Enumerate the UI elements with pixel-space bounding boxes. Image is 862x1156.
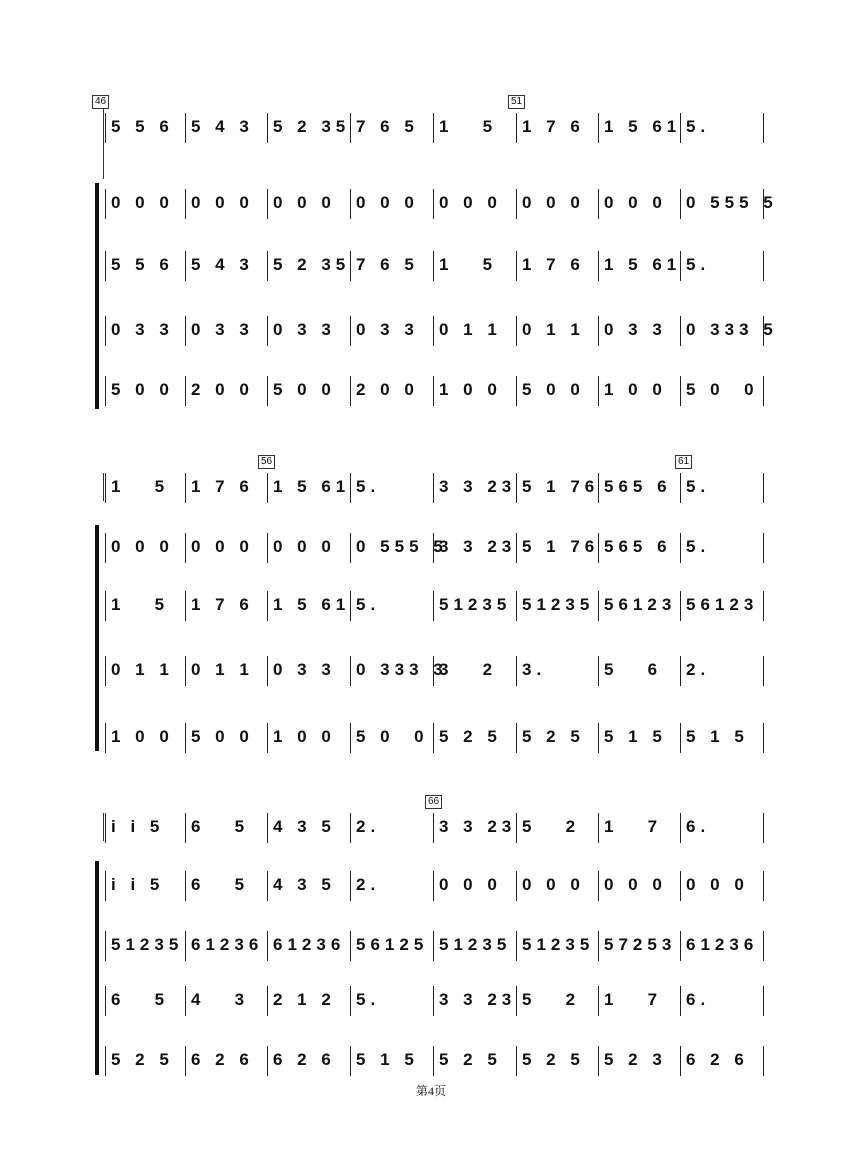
bar-line (763, 931, 764, 961)
bar-line (267, 251, 268, 281)
bar-line (105, 473, 106, 503)
bar-line (516, 251, 517, 281)
bar-line (267, 723, 268, 753)
bar-line (763, 251, 764, 281)
measure-notes: 5 2 5 (522, 727, 585, 746)
measure-notes: 0 0 0 (522, 875, 585, 894)
measure-notes: 1 7 (604, 817, 663, 836)
measure-notes: 0 0 0 (111, 193, 174, 212)
bar-line (105, 871, 106, 901)
measure-notes: 5 1 76 (522, 537, 600, 556)
measure-notes: 5. (356, 990, 381, 1009)
bar-line (598, 251, 599, 281)
measure-notes: 3 3 23 (439, 990, 517, 1009)
bar-line (105, 723, 106, 753)
measure-notes: 6 5 (191, 817, 250, 836)
measure-notes: i i 5 (111, 817, 165, 836)
bar-line (763, 656, 764, 686)
system-bracket (95, 525, 99, 751)
measure-notes: 5 4 3 (191, 255, 254, 274)
measure-notes: 1 5 (111, 595, 170, 614)
measure-notes: 0 555 5 (686, 193, 778, 212)
measure-notes: 51235 (111, 935, 184, 954)
bar-line (105, 251, 106, 281)
measure-notes: 0 0 0 (356, 193, 419, 212)
bar-line (185, 473, 186, 503)
bar-line (267, 473, 268, 503)
measure-notes: 5 4 3 (191, 117, 254, 136)
system-line (103, 109, 104, 179)
measure-notes: 0 333 5 (686, 320, 778, 339)
measure-notes: 0 1 1 (111, 660, 174, 679)
bar-line (433, 189, 434, 219)
measure-notes: 51235 (522, 935, 595, 954)
measure-notes: 7 6 5 (356, 255, 419, 274)
measure-notes: 1 5 (439, 255, 498, 274)
measure-notes: 5. (686, 477, 711, 496)
bar-line (185, 591, 186, 621)
bar-line (763, 1046, 764, 1076)
measure-notes: 57253 (604, 935, 677, 954)
bar-line (433, 986, 434, 1016)
bar-line (433, 316, 434, 346)
bar-line (680, 931, 681, 961)
measure-notes: 5 5 6 (111, 255, 174, 274)
bar-line (185, 189, 186, 219)
bar-line (516, 316, 517, 346)
measure-notes: 6 2 6 (273, 1050, 336, 1069)
bar-line (763, 473, 764, 503)
page-number: 第4页 (415, 1084, 446, 1098)
bar-line (598, 656, 599, 686)
measure-notes: 3 2 (439, 660, 498, 679)
bar-line (185, 871, 186, 901)
bar-line (763, 376, 764, 406)
bar-line (105, 316, 106, 346)
bar-line (185, 723, 186, 753)
measure-notes: 0 3 3 (273, 320, 336, 339)
bar-line (598, 113, 599, 143)
measure-notes: 0 3 3 (111, 320, 174, 339)
bar-line (350, 316, 351, 346)
measure-notes: 5 2 (522, 817, 581, 836)
measure-notes: 5 1 76 (522, 477, 600, 496)
bar-line (267, 533, 268, 563)
measure-notes: 5 2 5 (439, 1050, 502, 1069)
measure-notes: 1 5 61 (273, 477, 351, 496)
measure-notes: 5 2 5 (439, 727, 502, 746)
measure-notes: 2 1 2 (273, 990, 336, 1009)
measure-notes: 0 0 0 (191, 193, 254, 212)
bar-line (516, 723, 517, 753)
bar-line (680, 473, 681, 503)
measure-notes: 1 5 (111, 477, 170, 496)
measure-notes: 61236 (686, 935, 759, 954)
measure-notes: 61236 (273, 935, 346, 954)
bar-line (267, 871, 268, 901)
measure-notes: 0 0 0 (686, 875, 749, 894)
bar-line (350, 813, 351, 843)
measure-notes: 5 5 6 (111, 117, 174, 136)
bar-line (185, 986, 186, 1016)
measure-notes: 51235 (522, 595, 595, 614)
measure-number: 61 (675, 455, 692, 469)
measure-notes: 5. (686, 537, 711, 556)
measure-notes: 5 2 3 (604, 1050, 667, 1069)
measure-notes: 3 3 23 (439, 537, 517, 556)
bar-line (516, 591, 517, 621)
bar-line (763, 813, 764, 843)
measure-notes: 0 0 0 (439, 193, 502, 212)
bar-line (185, 251, 186, 281)
bar-line (680, 189, 681, 219)
measure-notes: 1 0 0 (111, 727, 174, 746)
bar-line (433, 251, 434, 281)
measure-notes: 2 0 0 (356, 380, 419, 399)
bar-line (598, 376, 599, 406)
bar-line (267, 986, 268, 1016)
measure-notes: 0 1 1 (439, 320, 502, 339)
measure-notes: 1 7 6 (522, 117, 585, 136)
bar-line (350, 931, 351, 961)
bar-line (516, 871, 517, 901)
bar-line (350, 871, 351, 901)
bar-line (105, 189, 106, 219)
bar-line (267, 591, 268, 621)
system-bracket (95, 861, 99, 1075)
bar-line (680, 591, 681, 621)
measure-notes: 0 0 0 (273, 537, 336, 556)
bar-line (105, 986, 106, 1016)
bar-line (350, 656, 351, 686)
measure-notes: 3 3 23 (439, 477, 517, 496)
measure-notes: 0 0 0 (273, 193, 336, 212)
measure-notes: 1 7 6 (191, 477, 254, 496)
bar-line (598, 986, 599, 1016)
bar-line (680, 376, 681, 406)
system-bracket (95, 183, 99, 409)
bar-line (516, 931, 517, 961)
measure-notes: 0 0 0 (111, 537, 174, 556)
measure-notes: 2 0 0 (191, 380, 254, 399)
bar-line (433, 473, 434, 503)
measure-notes: 5. (356, 477, 381, 496)
bar-line (680, 813, 681, 843)
measure-notes: 7 6 5 (356, 117, 419, 136)
bar-line (267, 656, 268, 686)
bar-line (516, 656, 517, 686)
measure-notes: 6. (686, 990, 711, 1009)
bar-line (105, 656, 106, 686)
measure-notes: 6 5 (191, 875, 250, 894)
measure-notes: 0 0 0 (439, 875, 502, 894)
bar-line (680, 986, 681, 1016)
bar-line (350, 533, 351, 563)
bar-line (105, 813, 106, 843)
measure-notes: 0 3 3 (604, 320, 667, 339)
measure-notes: 1 0 0 (439, 380, 502, 399)
bar-line (105, 533, 106, 563)
measure-notes: 5 0 0 (356, 727, 429, 746)
bar-line (433, 871, 434, 901)
measure-notes: 5 0 0 (522, 380, 585, 399)
measure-notes: 0 3 3 (273, 660, 336, 679)
measure-notes: 0 555 5 (356, 537, 448, 556)
measure-notes: 3 3 23 (439, 817, 517, 836)
measure-notes: 0 0 0 (191, 537, 254, 556)
measure-notes: 56125 (356, 935, 429, 954)
bar-line (433, 931, 434, 961)
measure-number: 51 (508, 95, 525, 109)
measure-notes: 6 5 (111, 990, 170, 1009)
bar-line (433, 723, 434, 753)
measure-notes: 2. (686, 660, 711, 679)
bar-line (433, 113, 434, 143)
measure-notes: 4 3 5 (273, 875, 336, 894)
measure-notes: 1 0 0 (273, 727, 336, 746)
system-line (103, 813, 104, 841)
bar-line (763, 723, 764, 753)
bar-line (763, 871, 764, 901)
bar-line (680, 533, 681, 563)
bar-line (516, 113, 517, 143)
bar-line (105, 591, 106, 621)
bar-line (763, 113, 764, 143)
bar-line (185, 656, 186, 686)
measure-notes: 5 2 (522, 990, 581, 1009)
bar-line (105, 931, 106, 961)
bar-line (185, 931, 186, 961)
measure-notes: 5 0 0 (111, 380, 174, 399)
measure-notes: 5 0 0 (686, 380, 759, 399)
measure-number: 46 (92, 95, 109, 109)
measure-notes: 0 3 3 (191, 320, 254, 339)
measure-notes: 56123 (686, 595, 759, 614)
measure-number: 56 (258, 455, 275, 469)
measure-notes: 0 1 1 (522, 320, 585, 339)
measure-notes: i i 5 (111, 875, 165, 894)
measure-notes: 5 2 35 (273, 255, 351, 274)
bar-line (598, 189, 599, 219)
system-line (103, 473, 104, 501)
bar-line (763, 591, 764, 621)
measure-notes: 0 0 0 (522, 193, 585, 212)
bar-line (267, 813, 268, 843)
measure-notes: 5 6 (604, 660, 663, 679)
bar-line (680, 871, 681, 901)
bar-line (598, 813, 599, 843)
bar-line (267, 931, 268, 961)
bar-line (680, 1046, 681, 1076)
measure-notes: 1 5 61 (273, 595, 351, 614)
bar-line (433, 376, 434, 406)
measure-notes: 5. (686, 117, 711, 136)
measure-notes: 1 5 61 (604, 117, 682, 136)
measure-notes: 5. (356, 595, 381, 614)
measure-notes: 565 6 (604, 477, 672, 496)
measure-notes: 5 0 0 (273, 380, 336, 399)
bar-line (433, 1046, 434, 1076)
bar-line (185, 113, 186, 143)
measure-notes: 1 7 (604, 990, 663, 1009)
measure-number: 66 (425, 795, 442, 809)
measure-notes: 6 2 6 (191, 1050, 254, 1069)
measure-notes: 51235 (439, 935, 512, 954)
measure-notes: 6. (686, 817, 711, 836)
bar-line (763, 533, 764, 563)
bar-line (185, 376, 186, 406)
bar-line (433, 813, 434, 843)
bar-line (680, 656, 681, 686)
measure-notes: 565 6 (604, 537, 672, 556)
measure-notes: 4 3 (191, 990, 250, 1009)
bar-line (598, 723, 599, 753)
measure-notes: 56123 (604, 595, 677, 614)
bar-line (350, 189, 351, 219)
bar-line (267, 376, 268, 406)
bar-line (598, 931, 599, 961)
bar-line (105, 376, 106, 406)
bar-line (350, 723, 351, 753)
bar-line (598, 1046, 599, 1076)
measure-notes: 5 2 35 (273, 117, 351, 136)
measure-notes: 0 1 1 (191, 660, 254, 679)
bar-line (350, 376, 351, 406)
bar-line (185, 533, 186, 563)
bar-line (350, 986, 351, 1016)
measure-notes: 3. (522, 660, 547, 679)
measure-notes: 5. (686, 255, 711, 274)
bar-line (516, 376, 517, 406)
measure-notes: 5 1 5 (604, 727, 667, 746)
measure-notes: 4 3 5 (273, 817, 336, 836)
bar-line (680, 316, 681, 346)
bar-line (598, 316, 599, 346)
bar-line (267, 316, 268, 346)
bar-line (267, 1046, 268, 1076)
measure-notes: 1 5 (439, 117, 498, 136)
bar-line (185, 813, 186, 843)
bar-line (680, 723, 681, 753)
measure-notes: 5 1 5 (686, 727, 749, 746)
measure-notes: 1 0 0 (604, 380, 667, 399)
bar-line (598, 591, 599, 621)
bar-line (516, 189, 517, 219)
measure-notes: 6 2 6 (686, 1050, 749, 1069)
measure-notes: 5 0 0 (191, 727, 254, 746)
bar-line (105, 1046, 106, 1076)
bar-line (185, 316, 186, 346)
measure-notes: 1 7 6 (522, 255, 585, 274)
measure-notes: 0 0 0 (604, 875, 667, 894)
bar-line (598, 871, 599, 901)
measure-notes: 5 1 5 (356, 1050, 419, 1069)
bar-line (350, 1046, 351, 1076)
measure-notes: 51235 (439, 595, 512, 614)
measure-notes: 2. (356, 817, 381, 836)
bar-line (105, 113, 106, 143)
measure-notes: 2. (356, 875, 381, 894)
measure-notes: 61236 (191, 935, 264, 954)
measure-notes: 5 2 5 (111, 1050, 174, 1069)
measure-notes: 0 3 3 (356, 320, 419, 339)
bar-line (763, 986, 764, 1016)
bar-line (267, 189, 268, 219)
measure-notes: 0 0 0 (604, 193, 667, 212)
measure-notes: 1 7 6 (191, 595, 254, 614)
measure-notes: 0 333 3 (356, 660, 448, 679)
bar-line (433, 591, 434, 621)
measure-notes: 1 5 61 (604, 255, 682, 274)
bar-line (185, 1046, 186, 1076)
bar-line (267, 113, 268, 143)
bar-line (516, 1046, 517, 1076)
measure-notes: 5 2 5 (522, 1050, 585, 1069)
